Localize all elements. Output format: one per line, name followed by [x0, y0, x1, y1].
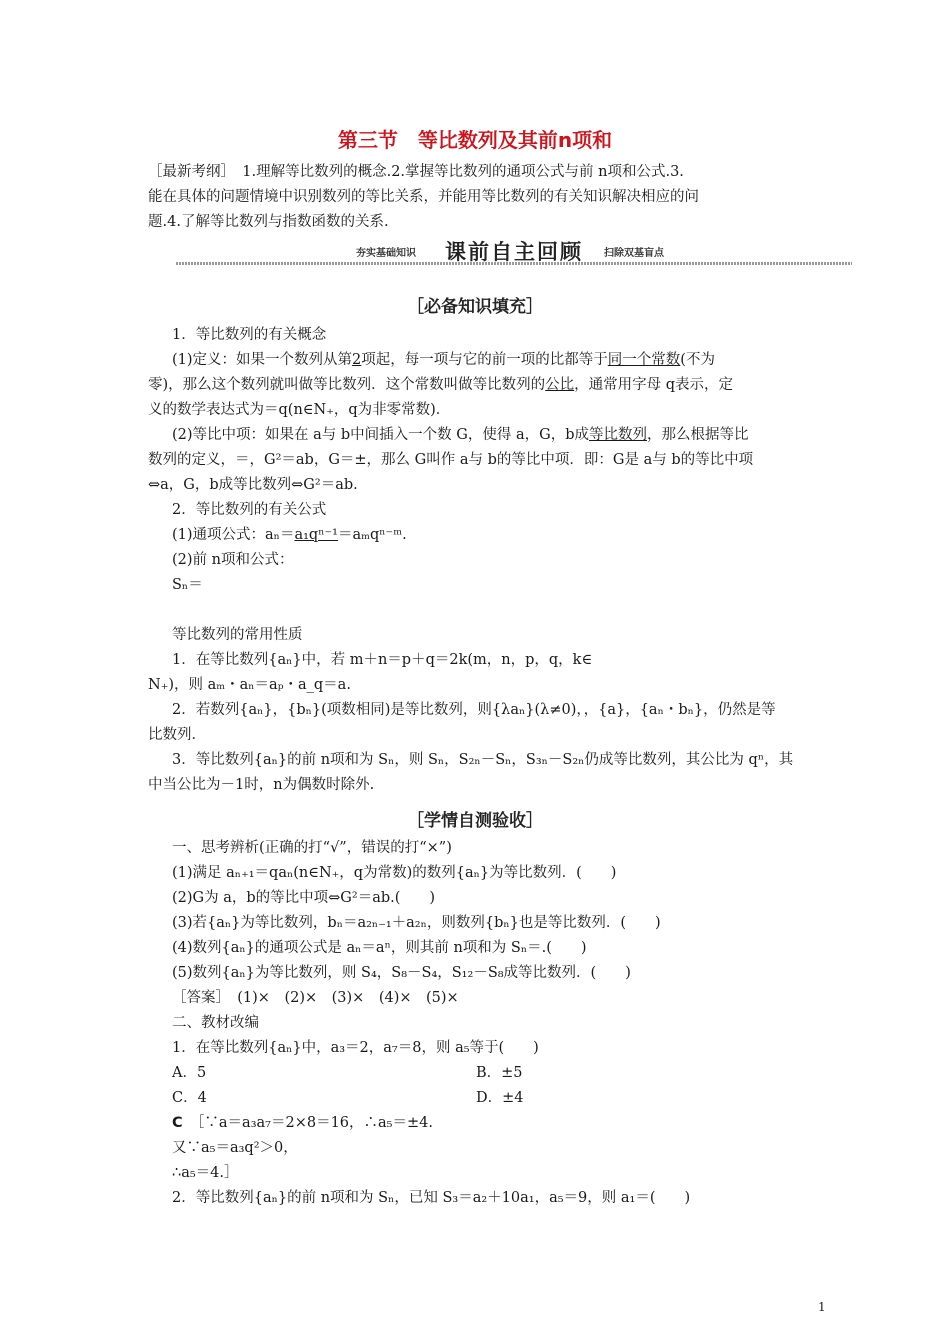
judge-question-1: (1)满足 aₙ₊₁＝qaₙ(n∈N₊，q为常数)的数列{aₙ}为等比数列．( )	[172, 865, 617, 881]
properties-heading: 等比数列的常用性质	[172, 627, 303, 643]
solution-line-1	[172, 1111, 810, 1136]
geometric-mean-line-2: 数列的定义，＝，G²＝ab，G＝±，那么 G叫作 a与 b的等比中项．即：G是 a与 b的等比中项	[148, 452, 754, 468]
knowledge-heading-1: 1．等比数列的有关概念	[172, 327, 327, 343]
exercise-1-option-D: D．±4	[476, 1090, 524, 1106]
definition-line-3: 义的数学表达式为＝q(n∈N₊，q为非零常数)．	[148, 402, 451, 418]
exercise-1-option-A: A．5	[172, 1065, 207, 1081]
sum-formula-label: (2)前 n项和公式：	[172, 552, 294, 568]
syllabus-line-3: 题.4.了解等比数列与指数函数的关系.	[148, 214, 389, 230]
judge-heading: 一、思考辨析(正确的打“√”，错误的打“×”)	[172, 840, 452, 856]
property-3-line-2: 中当公比为－1时，n为偶数时除外.	[148, 777, 375, 793]
text: 零)，那么这个数列就叫做等比数列．这个常数叫做等比数列的	[148, 377, 546, 393]
banner-right-text: 扫除双基盲点	[604, 248, 664, 259]
section-heading-selftest: ［学情自测验收］	[407, 811, 543, 831]
solution-line-3: ∴a₅＝4.］	[172, 1165, 239, 1181]
property-3-line-1: 3．等比数列{aₙ}的前 n项和为 Sₙ，则 Sₙ，S₂ₙ－Sₙ，S₃ₙ－S₂ₙ仍成等比数列，其公比为 qⁿ，其	[172, 752, 794, 768]
blank-answer: 公比	[545, 377, 575, 393]
exercise-1-option-B: B．±5	[476, 1065, 523, 1081]
syllabus-line-2: 能在具体的问题情境中识别数列的等比关系，并能用等比数列的有关知识解决相应的问	[148, 189, 699, 205]
property-2-line-2: 比数列．	[148, 727, 206, 743]
property-1-line-1: 1．在等比数列{aₙ}中，若 m＋n＝p＋q＝2k(m，n，p，q，k∈	[172, 652, 593, 668]
judge-answers: ［答案］ (1)× (2)× (3)× (4)× (5)×	[172, 990, 459, 1006]
banner-title: 课前自主回顾	[445, 240, 583, 264]
text: ＝aₘqⁿ⁻ᵐ.	[337, 527, 407, 543]
definition-line-1	[172, 348, 810, 373]
sum-formula: Sₙ＝	[172, 577, 203, 593]
text: 项起，每一项与它的前一项的比都等于	[361, 352, 608, 368]
answer-letter: C	[172, 1115, 183, 1131]
judge-question-3: (3)若{aₙ}为等比数列，bₙ＝a₂ₙ₋₁＋a₂ₙ，则数列{bₙ}也是等比数列．( )	[172, 915, 661, 931]
section-banner	[176, 236, 852, 272]
blank-answer: 2	[352, 352, 362, 368]
property-1-line-2: N₊)，则 aₘ・aₙ＝aₚ・a_q＝a.	[148, 677, 351, 693]
property-2-line-1: 2．若数列{aₙ}，{bₙ}(项数相同)是等比数列，则{λaₙ}(λ≠0)，，{a}，{aₙ・bₙ}，仍然是等	[172, 702, 776, 718]
blank-answer: 等比数列	[589, 427, 647, 443]
text: (1)定义：如果一个数列从第	[172, 352, 353, 368]
textbook-heading: 二、教材改编	[172, 1015, 259, 1031]
geometric-mean-line-3: ⇔a，G，b成等比数列⇔G²＝ab.	[148, 477, 358, 493]
blank-answer: 同一个常数	[607, 352, 681, 368]
text: (不为	[680, 352, 715, 368]
blank-answer: a₁qⁿ⁻¹	[294, 527, 338, 543]
geometric-mean-line-1	[172, 423, 810, 448]
syllabus-line-1: ［最新考纲］ 1.理解等比数列的概念.2.掌握等比数列的通项公式与前 n项和公式.3.	[148, 164, 684, 180]
judge-question-2: (2)G为 a，b的等比中项⇔G²＝ab.( )	[172, 890, 436, 906]
general-term-formula	[172, 523, 810, 548]
page-number: 1	[818, 1300, 826, 1314]
text: ，那么根据等比	[647, 427, 749, 443]
text: (1)通项公式：aₙ＝	[172, 527, 295, 543]
judge-question-4: (4)数列{aₙ}的通项公式是 aₙ＝aⁿ，则其前 n项和为 Sₙ＝.( )	[172, 940, 587, 956]
exercise-1-option-C: C．4	[172, 1090, 207, 1106]
judge-question-5: (5)数列{aₙ}为等比数列，则 S₄，S₈－S₄，S₁₂－S₈成等比数列．( )	[172, 965, 631, 981]
text: (2)等比中项：如果在 a与 b中间插入一个数 G，使得 a，G，b成	[172, 427, 589, 443]
page-title: 第三节 等比数列及其前n项和	[337, 128, 613, 152]
solution-line-2: 又∵a₅＝a₃q²＞0，	[172, 1140, 298, 1156]
knowledge-heading-2: 2．等比数列的有关公式	[172, 502, 327, 518]
definition-line-2	[148, 373, 786, 398]
section-heading-knowledge: ［必备知识填充］	[407, 297, 543, 317]
exercise-2: 2．等比数列{aₙ}的前 n项和为 Sₙ，已知 S₃＝a₂＋10a₁，a₅＝9，则 a₁＝( )	[172, 1190, 691, 1206]
text: ［∵a＝a₃a₇＝2×8＝16，∴a₅＝±4.	[197, 1115, 433, 1131]
text: ，通常用字母 q表示，定	[574, 377, 734, 393]
banner-left-text: 夯实基础知识	[356, 248, 416, 259]
exercise-1: 1．在等比数列{aₙ}中，a₃＝2，a₇＝8，则 a₅等于( )	[172, 1040, 539, 1056]
